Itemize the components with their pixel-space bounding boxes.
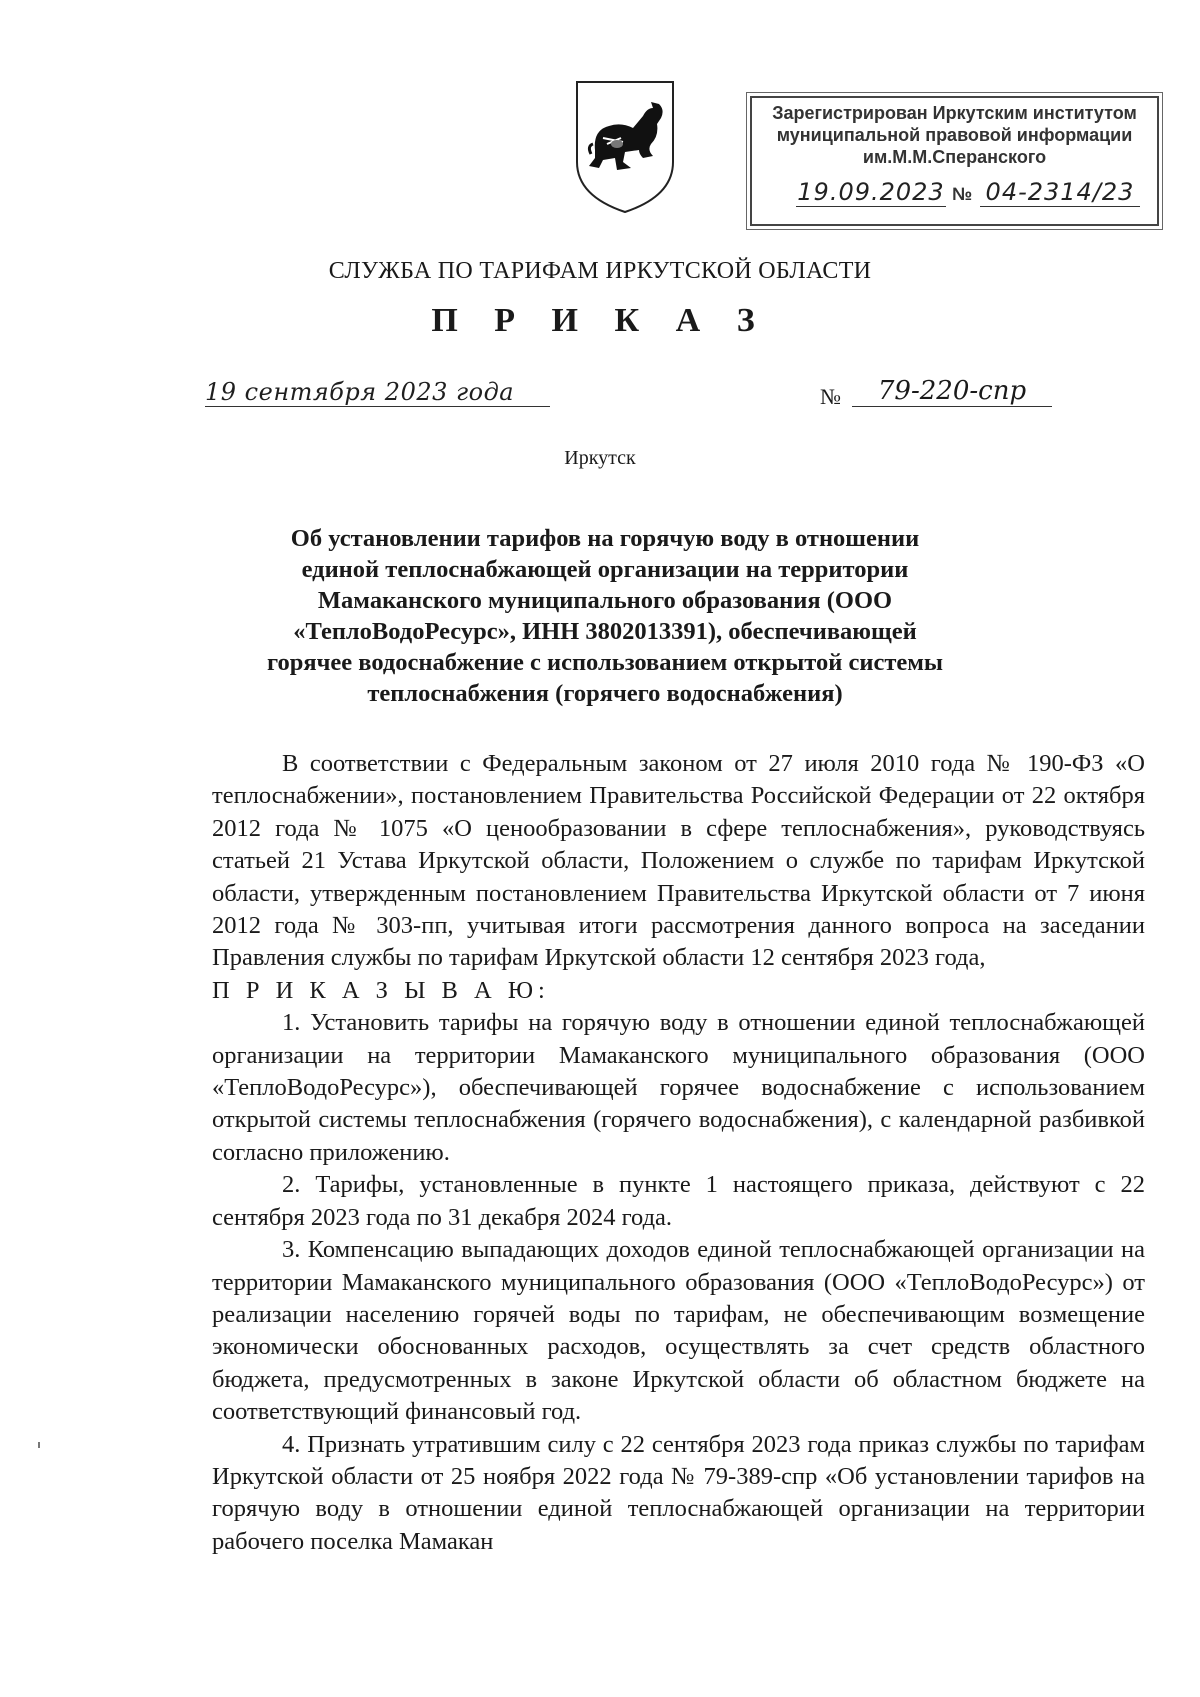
order-item-1: 1. Установить тарифы на горячую воду в отношении единой теплоснабжающей организации на территории Мамаканского муниципального образования (ООО «ТеплоВодоРесурс»), обеспечивающей горячее водоснабжение с использованием открытой системы теплоснабжения (горячего водоснабжения), с календарной разбивкой согласно приложению. <box>212 1009 1145 1166</box>
order-number: 79-220-спр <box>852 376 1052 407</box>
order-date: 19 сентября 2023 года <box>205 378 550 407</box>
preamble-paragraph: В соответствии с Федеральным законом от 27 июля 2010 года № 190-ФЗ «О теплоснабжении», постановлением Правительства Российской Федерации от 22 октября 2012 года № 1075 «О ценообразовании в сфере теплоснабжения», руководствуясь статьей 21 Устава Иркутской области, Положением о службе по тарифам Иркутской области, утвержденным постановлением Правительства Иркутской области от 7 июня 2012 года № 303-пп, учитывая итоги рассмотрения данного вопроса на заседании Правления службы по тарифам Иркутской области 12 сентября 2023 года, <box>212 750 1145 972</box>
registration-stamp <box>750 96 1159 226</box>
stamp-number-symbol: № <box>952 184 973 204</box>
order-item-3: 3. Компенсацию выпадающих доходов единой теплоснабжающей организации на территории Мамаканского муниципального образования (ООО «ТеплоВодоРесурс») от реализации населению горячей воды по тарифам, не обеспечивающим возмещение экономически обоснованных расходов, осуществлять за счет средств областного бюджета, предусмотренных в законе Иркутской области об областном бюджете на соответствующий финансовый год. <box>212 1236 1145 1426</box>
order-heading: П Р И К А З Ы В А Ю: <box>212 976 550 1004</box>
order-item-2: 2. Тарифы, установленные в пункте 1 настоящего приказа, действуют с 22 сентября 2023 года по 31 декабря 2024 года. <box>212 1171 1145 1231</box>
city-name: Иркутск <box>564 447 636 469</box>
stamp-line-3: им.М.М.Сперанского <box>862 147 1047 167</box>
irkutsk-coat-of-arms-icon <box>573 78 677 216</box>
stamp-number: 04-2314/23 <box>980 178 1140 207</box>
order-item-4: 4. Признать утратившим силу с 22 сентября 2023 года приказ службы по тарифам Иркутской области от 25 ноября 2022 года № 79-389-спр «Об установлении тарифов на горячую воду в отношении единой теплоснабжающей организации на территории рабочего поселка Мамакан <box>212 1430 1145 1555</box>
document-title: Об установлении тарифов на горячую воду в отношении единой теплоснабжающей организации на территории Мамаканского муниципального образования (ООО «ТеплоВодоРесурс», ИНН 3802013391), обеспечивающей горячее водоснабжение с использованием открытой системы теплоснабжения (горячего водоснабжения) <box>266 525 944 707</box>
stamp-date: 19.09.2023 <box>797 178 945 206</box>
document-body <box>212 748 1145 1558</box>
order-number-label: № <box>820 384 841 409</box>
agency-name: СЛУЖБА ПО ТАРИФАМ ИРКУТСКОЙ ОБЛАСТИ <box>328 258 872 284</box>
document-type: П Р И К А З <box>431 302 769 339</box>
scan-speck <box>38 1442 40 1448</box>
stamp-line-2: муниципальной правовой информации <box>776 125 1133 145</box>
stamp-line-1: Зарегистрирован Иркутским институтом <box>772 103 1137 123</box>
